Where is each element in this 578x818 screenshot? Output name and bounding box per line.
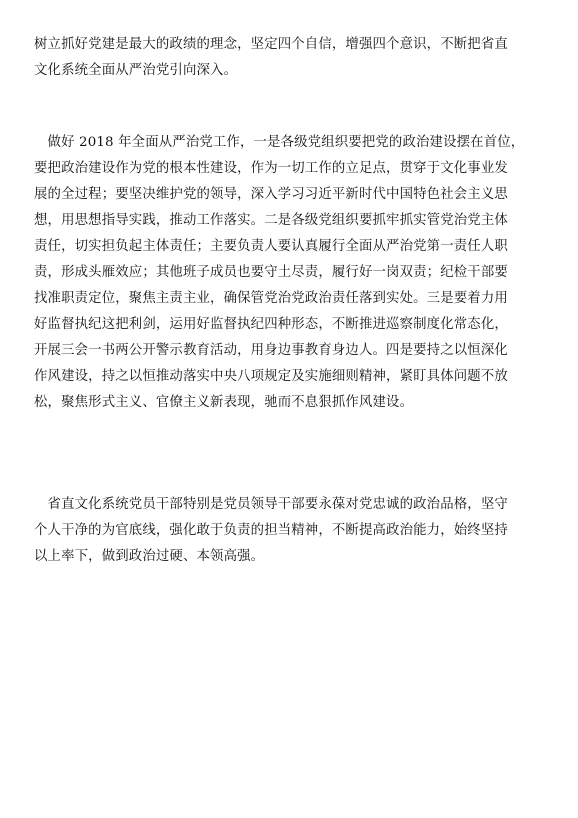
text-line: 开展三会一书两公开警示教育活动，用身边事教育身边人。四是要持之以恒深化 <box>34 343 508 358</box>
text-line: 树立抓好党建是最大的政绩的理念，坚定四个自信，增强四个意识，不断把省直 <box>34 37 508 52</box>
text-line: 文化系统全面从严治党引向深入。 <box>34 63 238 78</box>
text-line: 想，用思想指导实践，推动工作落实。二是各级党组织要抓牢抓实管党治党主体 <box>34 213 508 228</box>
paragraph-1 <box>34 32 550 84</box>
text-line: 找准职责定位，聚焦主责主业，确保管党治党政治责任落到实处。三是要着力用 <box>34 291 508 306</box>
text-line: 个人干净的为官底线，强化敢于负责的担当精神，不断提高政治能力，始终坚持 <box>34 523 508 538</box>
text-line: 展的全过程；要坚决维护党的领导，深入学习习近平新时代中国特色社会主义思 <box>34 187 508 202</box>
text-line: 以上率下，做到政治过硬、本领高强。 <box>34 549 265 564</box>
paragraph-2 <box>34 130 550 416</box>
text-line: 松，聚焦形式主义、官僚主义新表现，驰而不息狠抓作风建设。 <box>34 395 414 410</box>
text-line: 做好 2018 年全面从严治党工作，一是各级党组织要把党的政治建设摆在首位， <box>34 135 525 150</box>
text-line: 作风建设，持之以恒推动落实中央八项规定及实施细则精神，紧盯具体问题不放 <box>34 369 508 384</box>
paragraph-3 <box>34 492 550 570</box>
text-line: 省直文化系统党员干部特别是党员领导干部要永葆对党忠诚的政治品格，坚守 <box>34 497 508 512</box>
text-line: 责，形成头雁效应；其他班子成员也要守土尽责，履行好一岗双责；纪检干部要 <box>34 265 508 280</box>
text-line: 要把政治建设作为党的根本性建设，作为一切工作的立足点，贯穿于文化事业发 <box>34 161 508 176</box>
text-line: 好监督执纪这把利剑，运用好监督执纪四种形态，不断推进巡察制度化常态化， <box>34 317 508 332</box>
text-line: 责任，切实担负起主体责任；主要负责人要认真履行全面从严治党第一责任人职 <box>34 239 508 254</box>
